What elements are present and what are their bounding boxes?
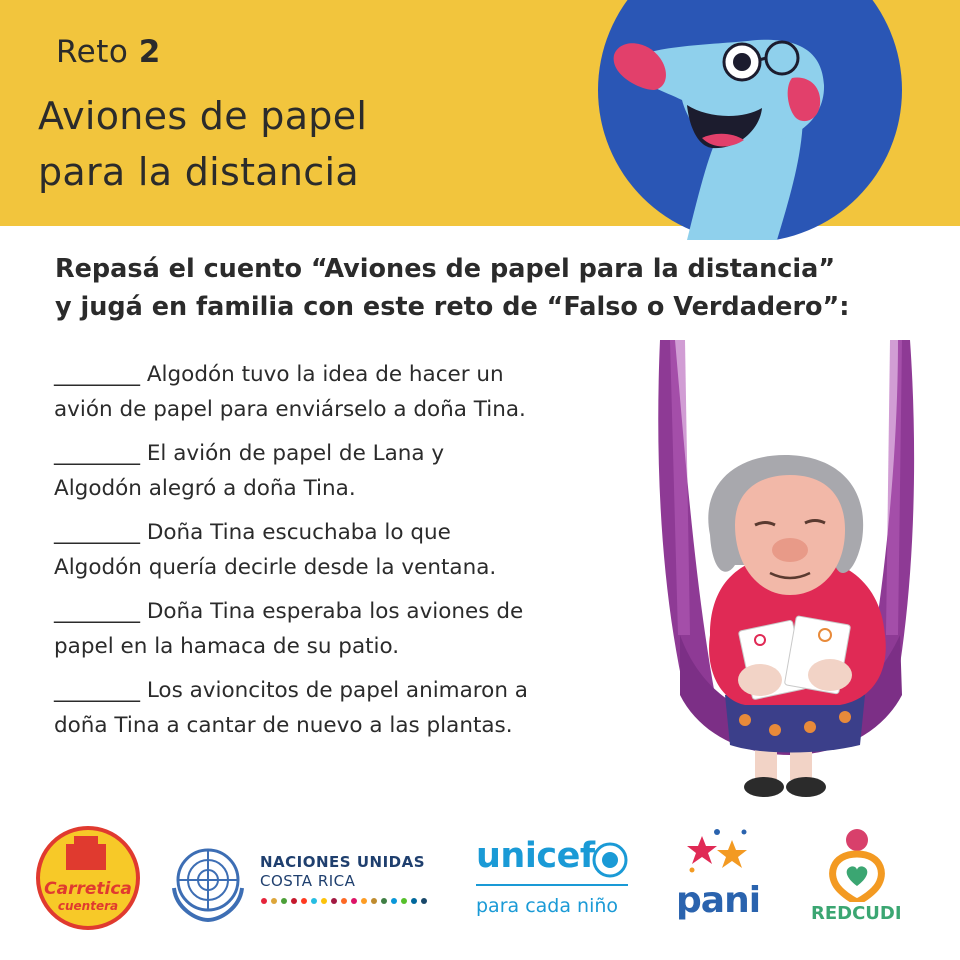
pani-name: pani <box>676 880 761 921</box>
question-item <box>54 436 634 506</box>
question-line: ________ Doña Tina escuchaba lo que <box>54 520 451 545</box>
unicef-divider <box>476 884 628 888</box>
un-name-line-1: NACIONES UNIDAS <box>260 853 426 871</box>
grandmother-icon <box>640 335 930 805</box>
sdg-color-dots-icon <box>260 896 430 906</box>
pani-stars-icon <box>684 826 754 881</box>
challenge-number: 2 <box>138 34 161 70</box>
question-line: ________ Doña Tina esperaba los aviones de <box>54 599 524 624</box>
unicef-name: unicef <box>476 836 595 876</box>
grandmother-hammock-illustration <box>640 335 930 805</box>
question-line: ________ El avión de papel de Lana y <box>54 441 445 466</box>
carretica-cuentera-logo-icon <box>36 826 140 930</box>
carretica-name-line-1: Carretica <box>44 879 132 899</box>
redcudi-heart-icon <box>822 826 892 902</box>
character-circle-illustration <box>592 0 908 240</box>
question-line: ________ Los avioncitos de papel animaron a <box>54 678 528 703</box>
question-line: doña Tina a cantar de nuevo a las plantas. <box>54 713 513 738</box>
question-item <box>54 357 634 427</box>
question-list <box>54 357 634 752</box>
question-line: Algodón quería decirle desde la ventana. <box>54 555 497 580</box>
unicef-tagline: para cada niño <box>476 895 619 917</box>
question-item <box>54 515 634 585</box>
question-line: papel en la hamaca de su patio. <box>54 634 400 659</box>
un-emblem-icon <box>166 838 250 922</box>
question-line: avión de papel para enviárselo a doña Tina. <box>54 397 526 422</box>
intro-line-1: Repasá el cuento “Aviones de papel para la distancia” <box>55 254 836 284</box>
challenge-prefix: Reto <box>56 34 129 70</box>
title-line-2: para la distancia <box>38 150 359 194</box>
title-line-1: Aviones de papel <box>38 94 368 138</box>
intro-text <box>55 250 955 326</box>
unicef-emblem-icon <box>590 840 630 880</box>
carretica-name-line-2: cuentera <box>57 899 119 913</box>
question-item <box>54 594 634 664</box>
question-item <box>54 673 634 743</box>
blue-character-icon <box>592 0 908 240</box>
redcudi-name: REDCUDI <box>811 903 902 924</box>
un-name-line-2: COSTA RICA <box>260 872 356 890</box>
question-line: ________ Algodón tuvo la idea de hacer un <box>54 362 504 387</box>
intro-line-2: y jugá en familia con este reto de “Falso o Verdadero”: <box>55 292 850 322</box>
challenge-label <box>56 34 161 70</box>
page-title <box>38 88 498 200</box>
question-line: Algodón alegró a doña Tina. <box>54 476 356 501</box>
